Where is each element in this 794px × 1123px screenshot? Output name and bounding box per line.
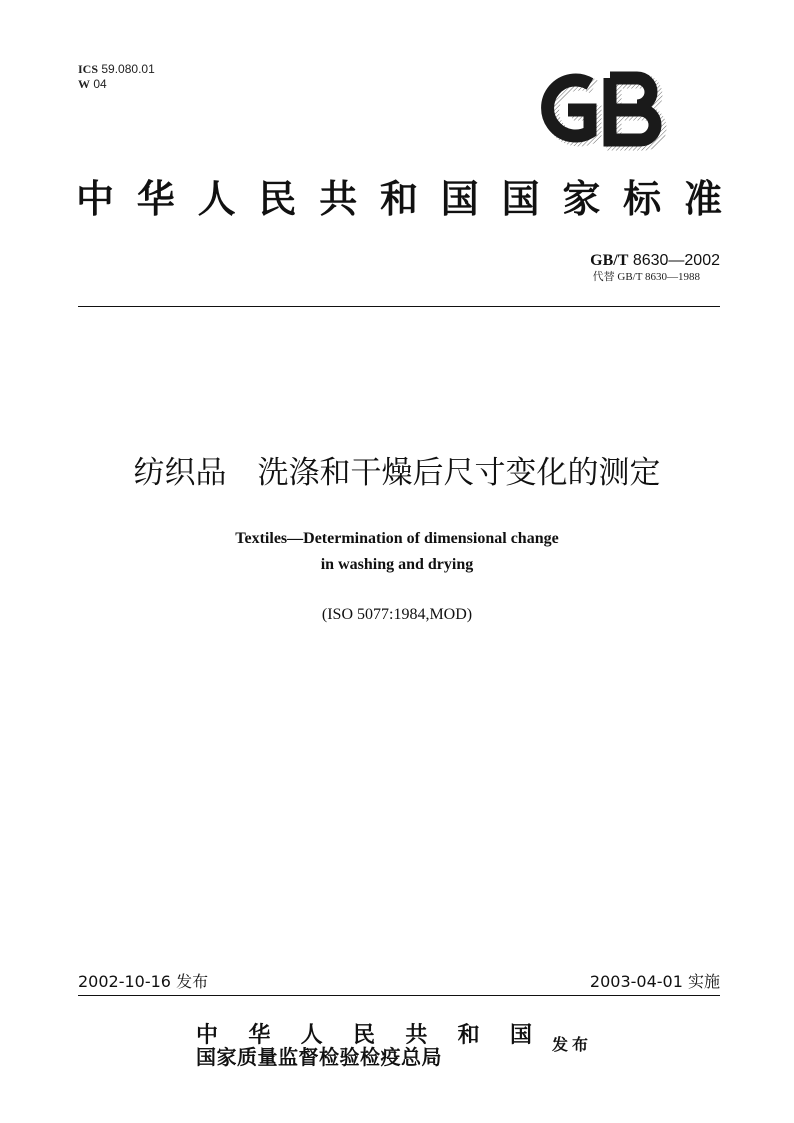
standard-prefix: GB/T — [590, 252, 629, 269]
issue-date: 2002-10-16 发布 — [78, 972, 209, 991]
org-title-char: 人 — [197, 176, 236, 221]
org-title-char: 共 — [319, 176, 358, 221]
title-english-line-2: in washing and drying — [320, 556, 474, 573]
issuer-char: 华 — [248, 1022, 271, 1048]
org-title-char: 华 — [136, 176, 175, 221]
issuer-char: 国 — [509, 1022, 532, 1048]
bottom-divider — [78, 995, 720, 996]
category-line — [78, 77, 107, 91]
implementation-date: 2003-04-01 实施 — [589, 972, 720, 991]
replaces-standard: 代替 GB/T 8630—1988 — [592, 271, 700, 283]
org-title-char: 民 — [258, 176, 297, 221]
iso-reference: (ISO 5077:1984,MOD) — [321, 606, 473, 623]
org-title-char: 准 — [683, 176, 722, 221]
standard-code: 8630—2002 — [632, 252, 720, 269]
category-code: 04 — [93, 77, 107, 91]
gb-logo — [528, 70, 674, 152]
issuer-char: 中 — [196, 1022, 219, 1048]
standard-number — [590, 252, 720, 270]
issuer-line-2: 国家质量监督检验检疫总局 — [196, 1045, 442, 1069]
category-label: W — [78, 77, 90, 91]
org-title-char: 标 — [623, 176, 662, 221]
org-title — [76, 175, 722, 223]
issuer-char: 和 — [457, 1022, 480, 1048]
top-divider — [78, 306, 720, 307]
ics-code: 59.080.01 — [101, 62, 155, 76]
ics-line — [78, 62, 155, 76]
org-title-char: 国 — [440, 176, 479, 221]
issuer-char: 民 — [352, 1022, 375, 1048]
publish-label: 发布 — [552, 1035, 593, 1054]
title-english — [0, 526, 794, 578]
ics-label: ICS — [78, 62, 99, 76]
issuer-char: 共 — [405, 1022, 428, 1048]
org-title-char: 家 — [562, 176, 601, 221]
title-chinese: 纺织品 洗涤和干燥后尺寸变化的测定 — [133, 455, 661, 491]
issuer-char: 人 — [300, 1022, 323, 1048]
title-english-line-1: Textiles—Determination of dimensional change — [235, 530, 559, 547]
org-title-char: 中 — [76, 176, 115, 221]
org-title-char: 和 — [379, 176, 418, 221]
org-title-char: 国 — [501, 176, 540, 221]
